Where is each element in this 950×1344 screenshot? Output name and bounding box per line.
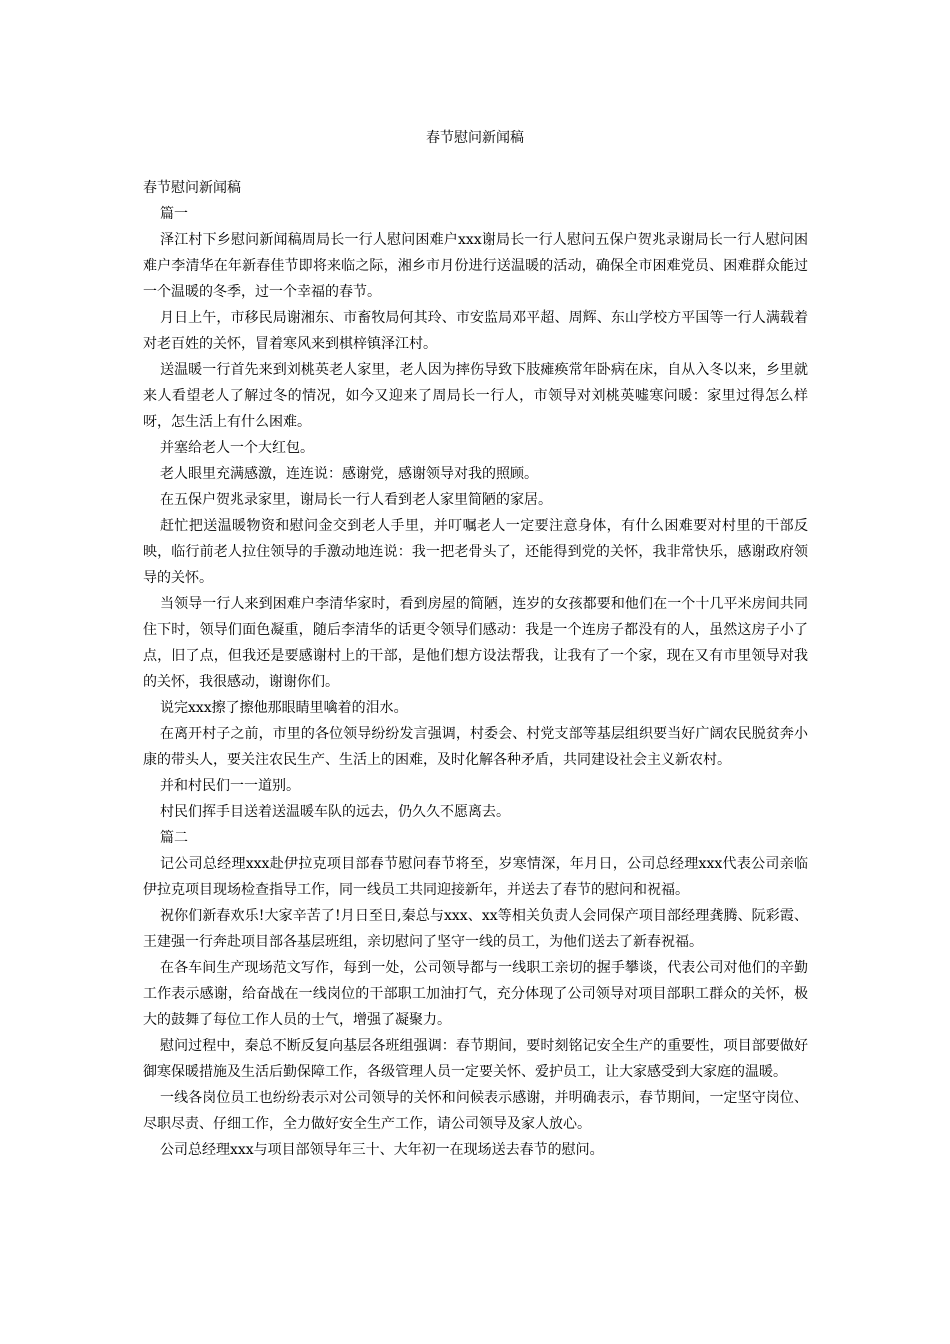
paragraph: 赶忙把送温暖物资和慰问金交到老人手里，并叮嘱老人一定要注意身体，有什么困难要对村里的干部反映，临行前老人拉住领导的手激动地连说：我一把老骨头了，还能得到党的关怀，我非常快乐，感谢政府领导的关怀。 — [143, 518, 808, 586]
document-body — [143, 175, 808, 1163]
paragraph: 慰问过程中，秦总不断反复向基层各班组强调：春节期间，要时刻铭记安全生产的重要性，项目部要做好御寒保暖措施及生活后勤保障工作，各级管理人员一定要关怀、爱护员工，让大家感受到大家庭的温暖。 — [143, 1038, 808, 1080]
paragraph: 月日上午，市移民局谢湘东、市畜牧局何其玲、市安监局邓平超、周辉、东山学校方平国等一行人满载着对老百姓的关怀，冒着寒风来到棋梓镇泽江村。 — [143, 310, 808, 352]
paragraph: 泽江村下乡慰问新闻稿周局长一行人慰问困难户xxx谢局长一行人慰问五保户贺兆录谢局长一行人慰问困难户李清华在年新春佳节即将来临之际，湘乡市月份进行送温暖的活动，确保全市困难党员、困难群众能过一个温暖的冬季，过一个幸福的春节。 — [143, 232, 808, 300]
paragraph: 记公司总经理xxx赴伊拉克项目部春节慰问春节将至，岁寒情深，年月日，公司总经理xxx代表公司亲临伊拉克项目现场检查指导工作，同一线员工共同迎接新年，并送去了春节的慰问和祝福。 — [143, 856, 808, 898]
paragraph: 一线各岗位员工也纷纷表示对公司领导的关怀和问候表示感谢，并明确表示，春节期间，一定坚守岗位、尽职尽责、仔细工作，全力做好安全生产工作，请公司领导及家人放心。 — [143, 1090, 808, 1132]
paragraph: 并和村民们一一道别。 — [160, 778, 300, 794]
paragraph: 在各车间生产现场范文写作，每到一处，公司领导都与一线职工亲切的握手攀谈，代表公司对他们的辛勤工作表示感谢，给奋战在一线岗位的干部职工加油打气，充分体现了公司领导对项目部职工群众的关怀，极大的鼓舞了每位工作人员的士气，增强了凝聚力。 — [143, 960, 808, 1028]
paragraph: 在离开村子之前，市里的各位领导纷纷发言强调，村委会、村党支部等基层组织要当好广阔农民脱贫奔小康的带头人，要关注农民生产、生活上的困难，及时化解各种矛盾，共同建设社会主义新农村。 — [143, 726, 808, 768]
paragraph: 当领导一行人来到困难户李清华家时，看到房屋的简陋，连岁的女孩都要和他们在一个十几平米房间共同住下时，领导们面色凝重，随后李清华的话更令领导们感动：我是一个连房子都没有的人，虽然这房子小了点，旧了点，但我还是要感谢村上的干部，是他们想方设法帮我，让我有了一个家，现在又有市里领导对我的关怀，我很感动，谢谢你们。 — [143, 596, 808, 690]
paragraph: 村民们挥手目送着送温暖车队的远去，仍久久不愿离去。 — [160, 804, 510, 820]
paragraph: 说完xxx擦了擦他那眼睛里噙着的泪水。 — [160, 700, 408, 716]
paragraph: 公司总经理xxx与项目部领导年三十、大年初一在现场送去春节的慰问。 — [160, 1142, 604, 1158]
paragraph: 老人眼里充满感激，连连说：感谢党，感谢领导对我的照顾。 — [160, 466, 538, 482]
section-heading-1: 篇一 — [160, 206, 188, 222]
section-heading-2: 篇二 — [160, 830, 188, 846]
paragraph: 在五保户贺兆录家里，谢局长一行人看到老人家里简陋的家居。 — [160, 492, 552, 508]
document-title: 春节慰问新闻稿 — [426, 130, 524, 146]
paragraph: 祝你们新春欢乐!大家辛苦了!月日至日,秦总与xxx、xx等相关负责人会同保产项目部经理龚腾、阮彩霞、王建强一行奔赴项目部各基层班组，亲切慰问了坚守一线的员工，为他们送去了新春祝福。 — [143, 908, 808, 950]
paragraph: 并塞给老人一个大红包。 — [160, 440, 314, 456]
document-subtitle: 春节慰问新闻稿 — [143, 180, 241, 196]
paragraph: 送温暖一行首先来到刘桃英老人家里，老人因为摔伤导致下肢瘫痪常年卧病在床，自从入冬以来，乡里就来人看望老人了解过冬的情况，如今又迎来了周局长一行人，市领导对刘桃英嘘寒问暖：家里过得怎么样呀，怎生活上有什么困难。 — [143, 362, 808, 430]
